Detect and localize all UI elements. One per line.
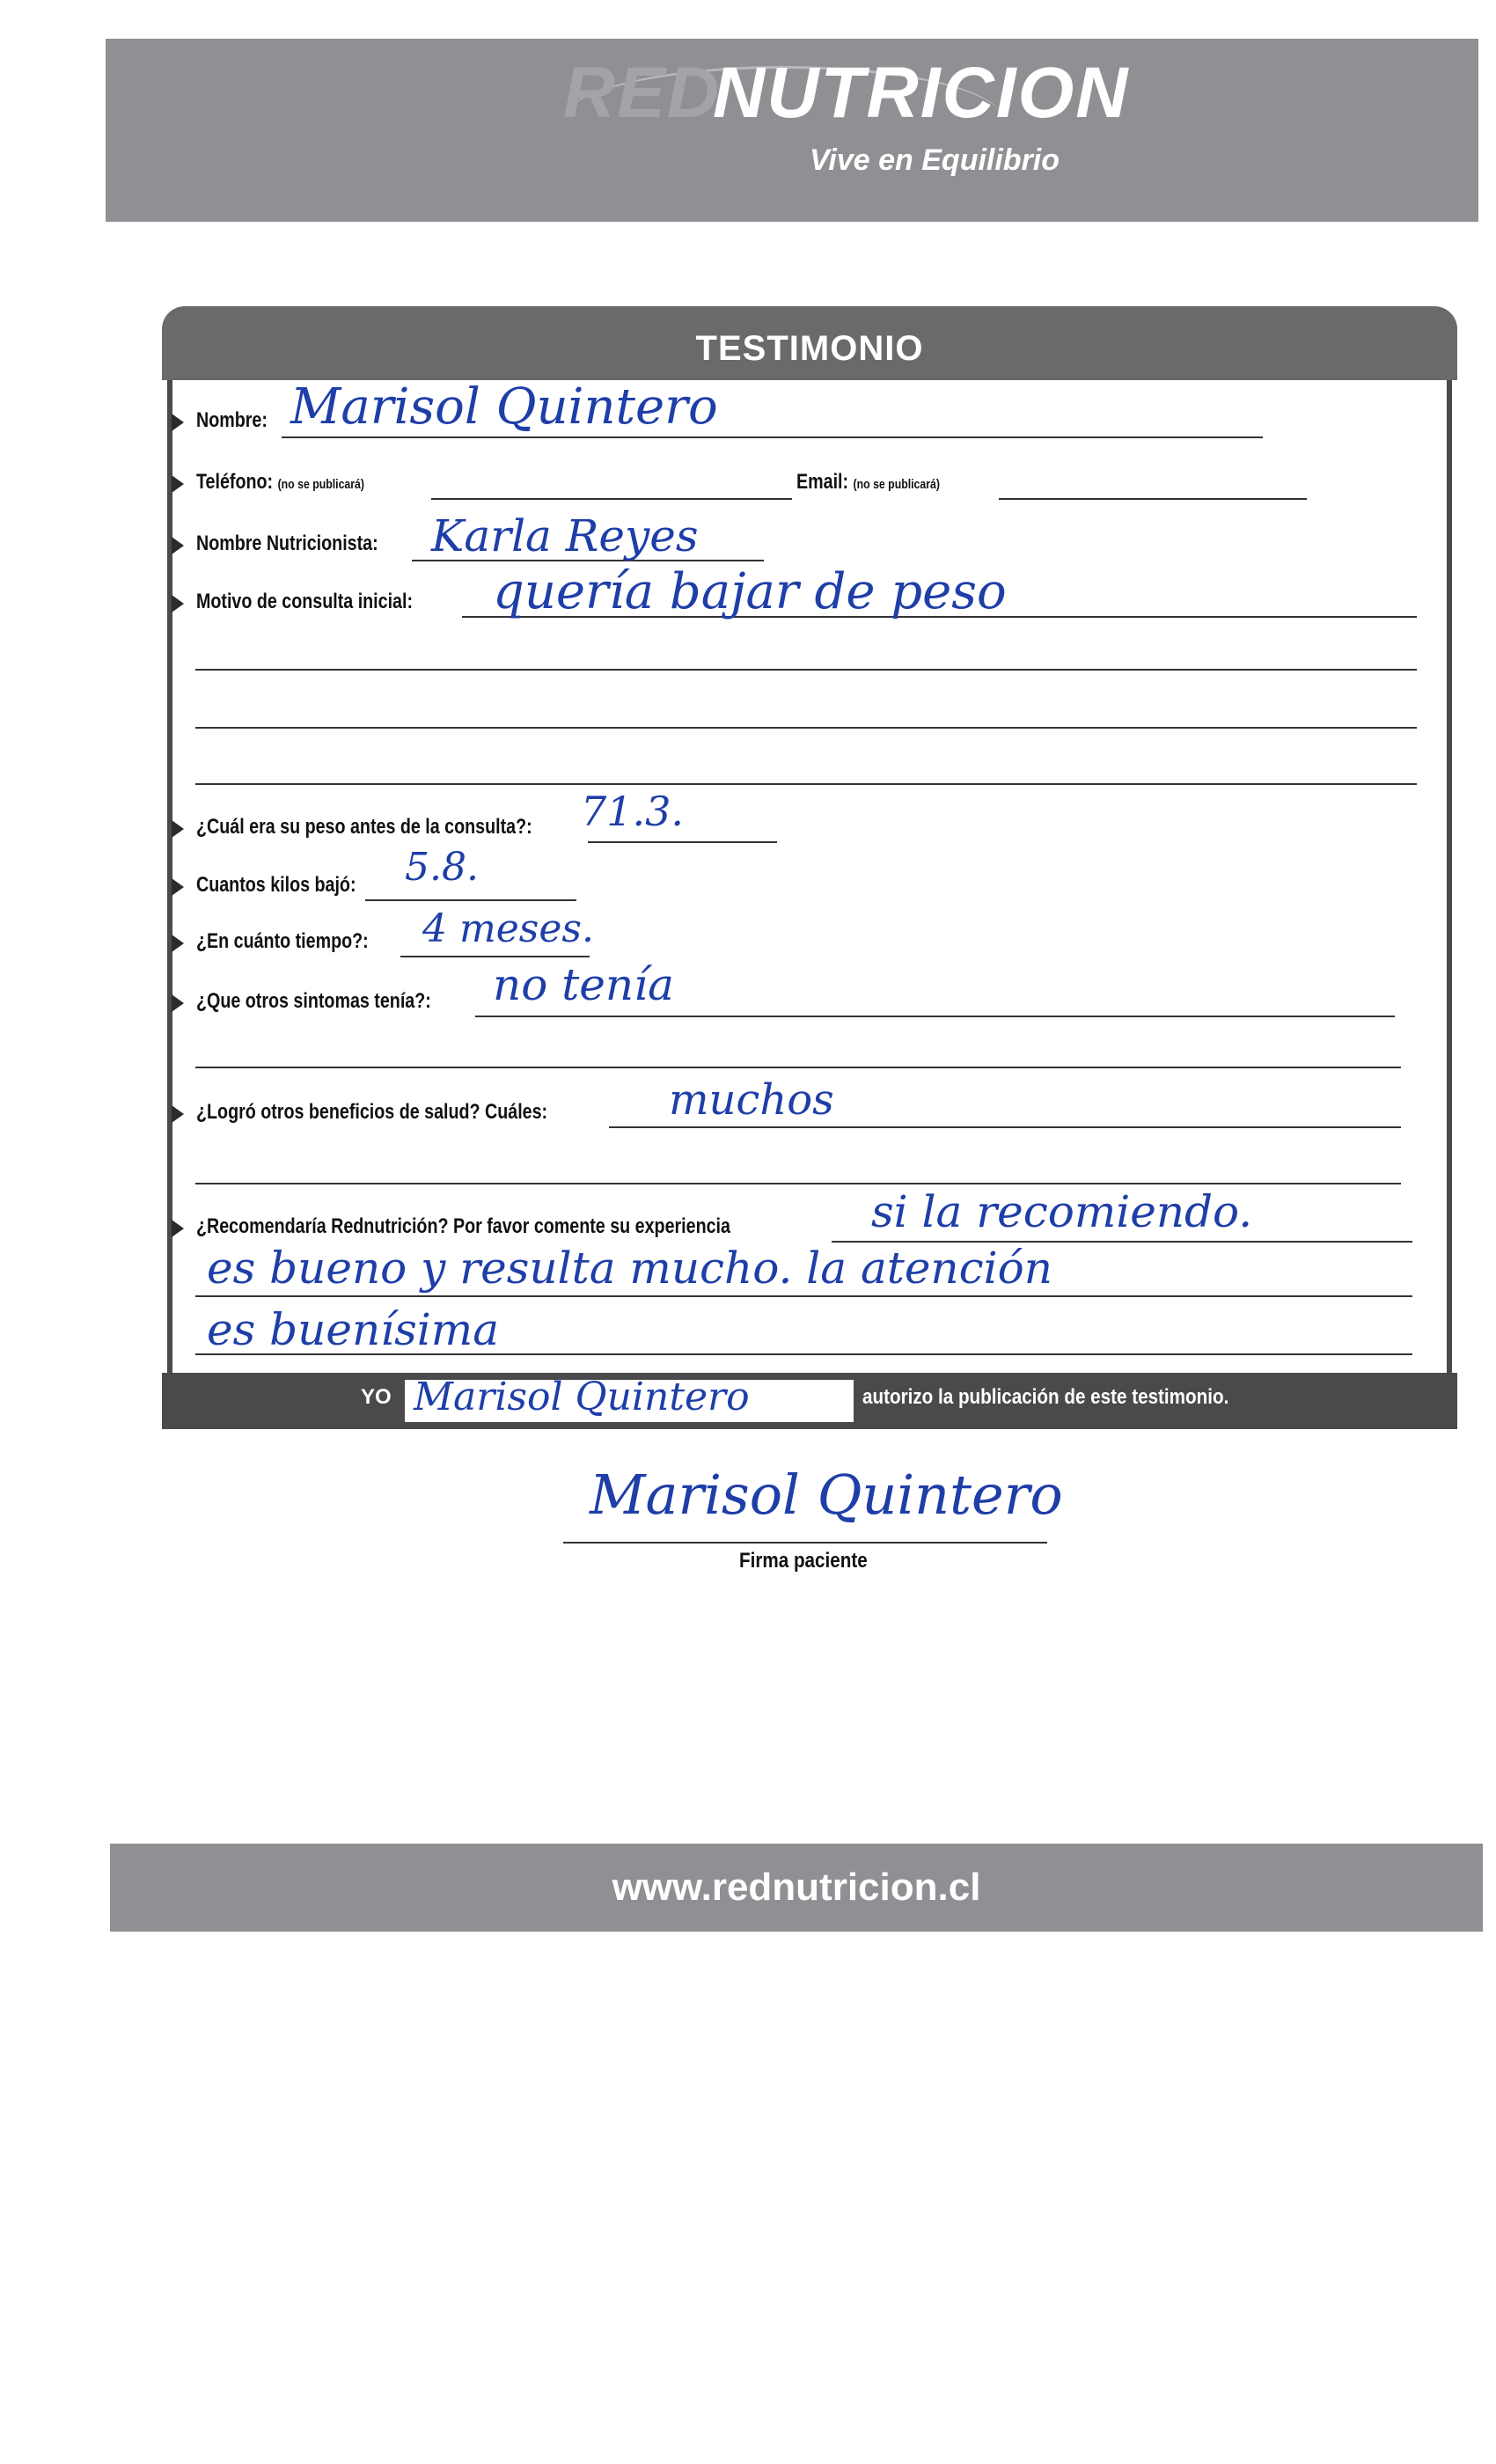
email-row (796, 470, 1324, 510)
recomienda-value-line-2[interactable]: es bueno y resulta mucho. la atención (207, 1243, 1052, 1294)
sintomas-value[interactable]: no tenía (493, 959, 674, 1010)
authorization-text: autorizo la publicación de este testimonio. (862, 1385, 1229, 1409)
email-note: (no se publicará) (853, 477, 940, 492)
peso-label: ¿Cuál era su peso antes de la consulta?: (196, 815, 532, 839)
beneficios-line-2 (195, 1183, 1401, 1184)
kilos-label: Cuantos kilos bajó: (196, 873, 356, 897)
kilos-value[interactable]: 5.8. (405, 845, 479, 890)
peso-row (172, 815, 964, 855)
bullet-arrow-icon (172, 595, 184, 612)
bullet-arrow-icon (172, 414, 184, 431)
motivo-value[interactable]: quería bajar de peso (493, 563, 1007, 620)
sintomas-underline (475, 1016, 1395, 1017)
tiempo-underline (400, 956, 590, 957)
email-label: Email: (no se publicará) (796, 470, 940, 494)
motivo-line-2 (195, 669, 1417, 671)
form-title: TESTIMONIO (162, 306, 1457, 380)
bullet-arrow-icon (172, 820, 184, 838)
yo-label: YO (361, 1385, 392, 1409)
email-field[interactable] (999, 498, 1307, 500)
sintomas-label: ¿Que otros sintomas tenía?: (196, 989, 431, 1013)
beneficios-label: ¿Logró otros beneficios de salud? Cuáles: (196, 1100, 548, 1124)
tiempo-label: ¿En cuánto tiempo?: (196, 929, 369, 953)
telefono-note: (no se publicará) (277, 477, 364, 492)
tiempo-value[interactable]: 4 meses. (422, 906, 594, 951)
bullet-arrow-icon (172, 537, 184, 554)
beneficios-value[interactable]: muchos (669, 1075, 834, 1125)
signature-label: Firma paciente (739, 1549, 868, 1573)
bullet-arrow-icon (172, 1220, 184, 1237)
recomienda-value-line-1[interactable]: si la recomiendo. (871, 1186, 1253, 1237)
nombre-label: Nombre: (196, 408, 268, 432)
logo-red-text: RED (563, 53, 722, 133)
recomienda-value-line-3[interactable]: es buenísima (207, 1304, 500, 1355)
peso-value[interactable]: 71.3. (581, 788, 685, 835)
nombre-value[interactable]: Marisol Quintero (290, 378, 718, 436)
signature-line (563, 1542, 1047, 1544)
motivo-line-4 (195, 783, 1417, 785)
rednutricion-logo (458, 48, 1250, 177)
sintomas-line-2 (195, 1067, 1401, 1068)
bullet-arrow-icon (172, 1105, 184, 1123)
recomienda-line-2 (195, 1295, 1412, 1297)
nombre-underline (282, 436, 1263, 438)
motivo-line-3 (195, 727, 1417, 729)
bullet-arrow-icon (172, 878, 184, 896)
kilos-underline (365, 899, 576, 901)
authorization-name-value: Marisol Quintero (414, 1375, 750, 1419)
bullet-arrow-icon (172, 935, 184, 952)
nutricionista-label: Nombre Nutricionista: (196, 532, 378, 555)
bullet-arrow-icon (172, 994, 184, 1012)
bullet-arrow-icon (172, 475, 184, 493)
beneficios-underline (609, 1126, 1401, 1128)
logo-tagline: Vive en Equilibrio (810, 143, 1060, 177)
patient-signature: Marisol Quintero (590, 1463, 1063, 1527)
recomienda-label: ¿Recomendaría Rednutrición? Por favor comente su experiencia (196, 1214, 730, 1238)
motivo-label: Motivo de consulta inicial: (196, 590, 414, 613)
telefono-label: Teléfono: (no se publicará) (196, 470, 364, 494)
logo-nutricion-text: NUTRICION (713, 53, 1130, 133)
nutricionista-value[interactable]: Karla Reyes (431, 510, 699, 561)
telefono-field[interactable] (431, 498, 792, 500)
peso-underline (588, 841, 777, 843)
footer-url: www.rednutricion.cl (110, 1844, 1483, 1932)
